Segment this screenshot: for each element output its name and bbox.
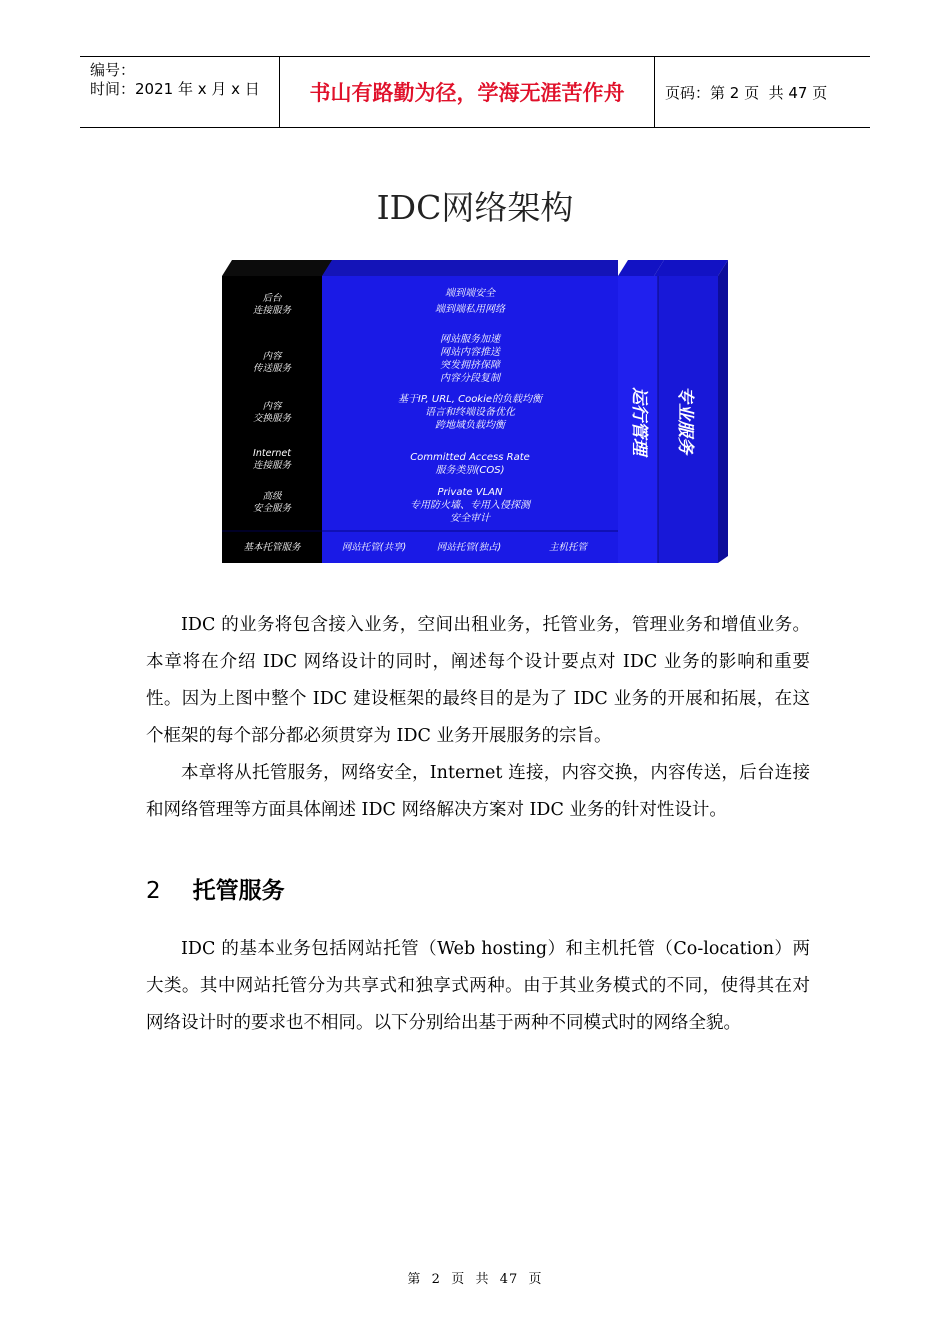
column-1-label: 运行管理: [629, 387, 649, 455]
header-time-label: 时间：2021 年 x 月 x 日: [90, 80, 260, 98]
row-label-5-2: 安全服务: [252, 503, 292, 514]
row-4-line-1: Committed Access Rate: [410, 452, 530, 463]
paragraph-3: IDC 的基本业务包括网站托管（Web hosting）和主机托管（Co-location）两大类。其中网站托管分为共享式和独享式两种。由于其业务模式的不同，使得其在对网络设计时的要求也不相同。以下分别给出基于两种不同模式时的网络全貌。: [146, 939, 810, 1033]
row-3-line-2: 语言和终端设备优化: [425, 407, 515, 418]
paragraph-2: 本章将从托管服务，网络安全，Internet 连接，内容交换，内容传送，后台连接和网络管理等方面具体阐述 IDC 网络解决方案对 IDC 业务的针对性设计。: [146, 763, 810, 820]
row-1-line-1: 端到端安全: [445, 288, 495, 299]
row-2-line-2: 网站内容推送: [440, 347, 500, 358]
row-2-line-3: 突发拥挤保障: [440, 360, 500, 371]
page-header: [80, 56, 870, 128]
row-label-1-2: 连接服务: [252, 305, 292, 316]
row-label-1-1: 后台: [262, 293, 282, 304]
row-3-line-3: 跨地域负载均衡: [435, 420, 505, 431]
column-2-label: 专业服务: [675, 386, 695, 454]
base-service-item-2: 网站托管(独占): [436, 542, 502, 553]
row-label-4-2: 连接服务: [252, 460, 292, 471]
row-5-line-3: 安全审计: [450, 513, 490, 524]
diagram-svg: [222, 256, 732, 568]
figure-title: IDC网络架构: [376, 188, 574, 227]
section-number: 2: [146, 878, 161, 904]
diagram-right-bevel: [718, 260, 728, 563]
row-5-line-1: Private VLAN: [437, 487, 503, 498]
header-page-code: 页码：第 2 页 共 47 页: [665, 83, 828, 102]
row-4-line-2: 服务类别(COS): [435, 465, 505, 476]
row-1-line-2: 端到端私用网络: [435, 304, 505, 315]
row-label-4-1: Internet: [253, 448, 291, 459]
diagram-top-bevel: [322, 260, 618, 276]
row-3-line-1: 基于IP, URL, Cookie的负载均衡: [397, 394, 543, 405]
row-label-3-1: 内容: [262, 401, 282, 412]
idc-architecture-diagram: [222, 256, 732, 568]
section-heading: [146, 872, 285, 905]
base-service-label: 基本托管服务: [243, 542, 301, 553]
row-label-2-2: 传送服务: [252, 363, 292, 374]
header-meta: [80, 57, 280, 127]
row-label-5-1: 高级: [262, 491, 282, 502]
base-service-item-1: 网站托管(共享): [341, 542, 407, 553]
row-label-2-1: 内容: [262, 351, 282, 362]
row-2-line-4: 内容分段复制: [440, 373, 500, 384]
row-2-line-1: 网站服务加速: [440, 334, 500, 345]
base-service-item-3: 主机托管: [548, 542, 588, 553]
section-title: 托管服务: [192, 878, 285, 904]
header-motto: 书山有路勤为径，学海无涯苦作舟: [280, 57, 655, 127]
row-5-line-2: 专用防火墙、专用入侵探测: [410, 500, 530, 511]
page-footer: 第 2 页 共 47 页: [407, 1272, 543, 1287]
row-label-3-2: 交换服务: [252, 413, 292, 424]
header-number-label: 编号：: [90, 61, 136, 79]
paragraph-1: IDC 的业务将包含接入业务，空间出租业务，托管业务，管理业务和增值业务。本章将在介绍 IDC 网络设计的同时，阐述每个设计要点对 IDC 业务的影响和重要性。因为上图中整个 IDC 建设框架的最终目的是为了 IDC 业务的开展和拓展，在这个框架的每个部分都必须贯穿为 IDC 业务开展服务的宗旨。: [146, 615, 810, 746]
column-2-top: [654, 260, 728, 276]
